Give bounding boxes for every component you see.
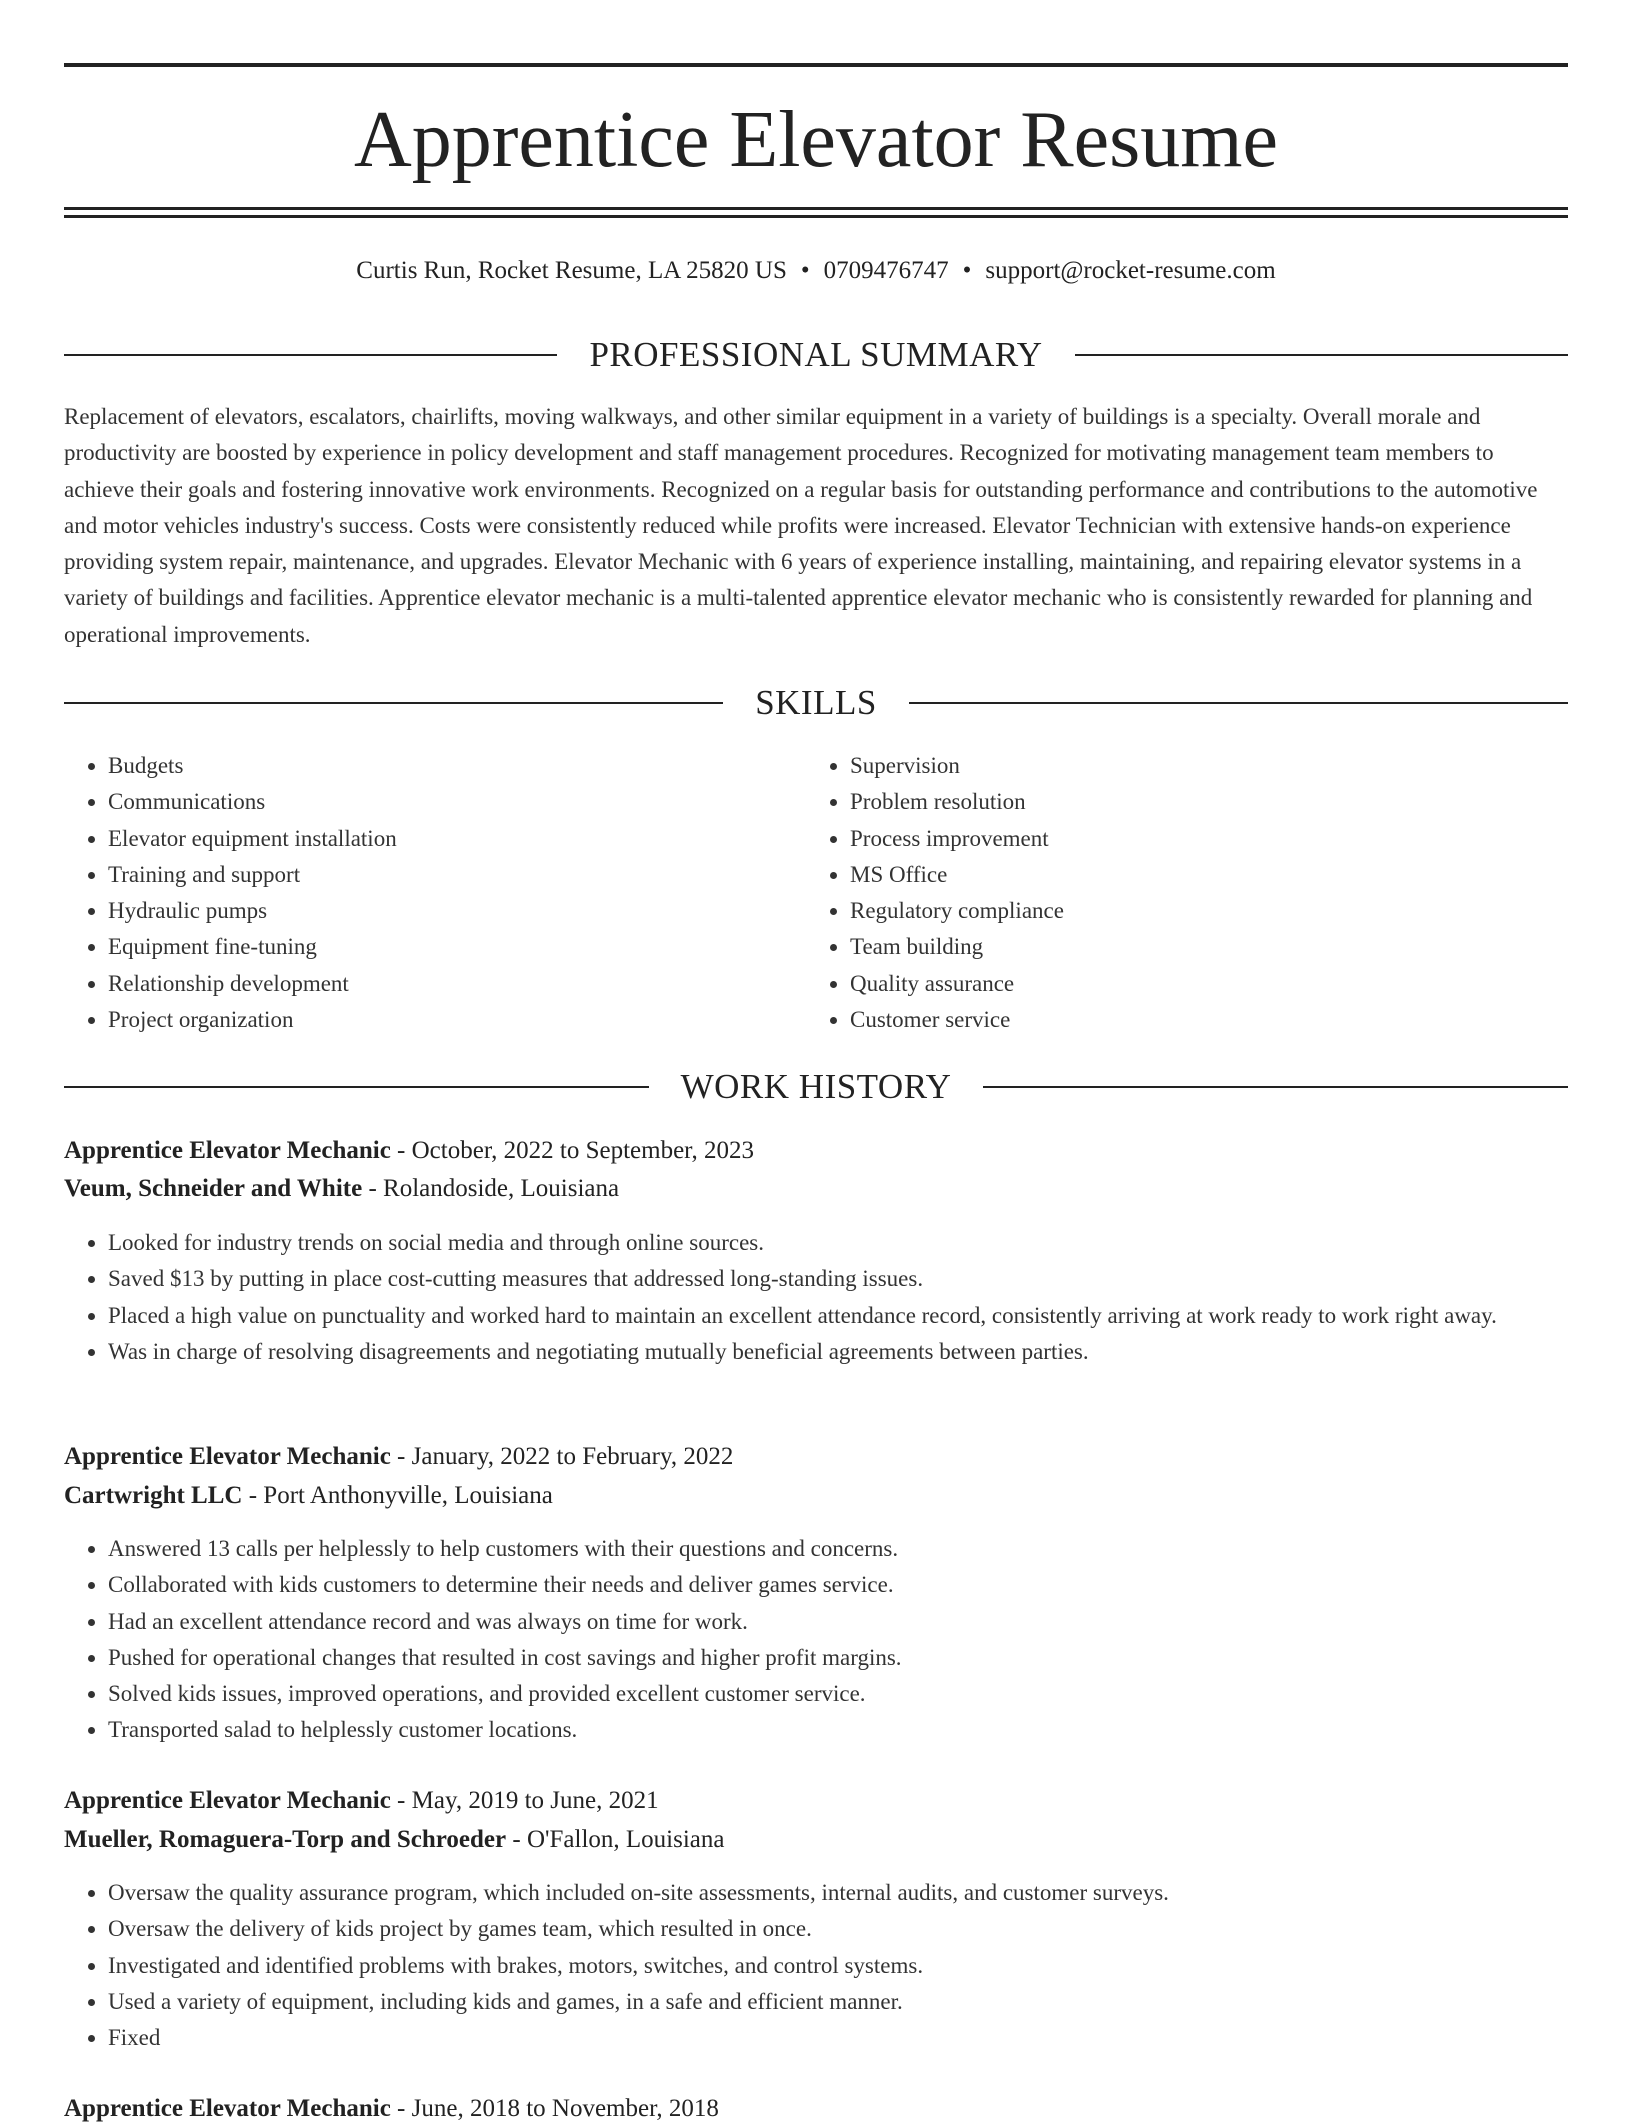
heading-rule-left (64, 1086, 649, 1088)
skill-item: • Project organization (108, 1002, 768, 1038)
job-location: - Rolandoside, Louisiana (368, 1175, 620, 1202)
skill-item: • Problem resolution (850, 784, 1510, 820)
job-location: - Port Anthonyville, Louisiana (248, 1482, 553, 1509)
heading-rule-left (64, 354, 557, 356)
job-company-line (64, 1477, 1568, 1515)
summary-section-heading (64, 335, 1568, 375)
resume-title: Apprentice Elevator Resume (353, 96, 1279, 184)
skills-list-right (806, 748, 1510, 1038)
job-bullet: • Pushed for operational changes that resulted in cost savings and higher profit margins. (108, 1640, 1568, 1676)
skills-heading: SKILLS (755, 683, 877, 722)
heading-rule-right (983, 1086, 1568, 1088)
job-bullet: • Answered 13 calls per helplessly to help customers with their questions and concerns. (108, 1531, 1568, 1567)
contact-email: support@rocket-resume.com (985, 257, 1276, 284)
job-dates: - June, 2018 to November, 2018 (397, 2095, 719, 2122)
contact-separator: • (800, 257, 810, 284)
job-bullets (64, 1875, 1568, 2056)
skill-item: • Regulatory compliance (850, 893, 1510, 929)
job-company-line (64, 1821, 1568, 1859)
job-location: - O'Fallon, Louisiana (512, 1826, 725, 1853)
summary-text: Replacement of elevators, escalators, chairlifts, moving walkways, and other similar equipment in a variety of buildings is a specialty. Overall morale and productivity are boosted by experience in policy development and staff management procedures. Recognized for motivating management team members to achieve their goals and fostering innovative work environments. Recognized on a regular basis for outstanding performance and contributions to the automotive and motor vehicles industry's success. Costs were consistently reduced while profits were increased. Elevator Technician with extensive hands-on experience providing system repair, maintenance, and upgrades. Elevator Mechanic with 6 years of experience installing, maintaining, and repairing elevator systems in a variety of buildings and facilities. Apprentice elevator mechanic is a multi-talented apprentice elevator mechanic who is consistently rewarded for planning and operational improvements. (64, 404, 1538, 647)
skill-item: • Equipment fine-tuning (108, 929, 768, 965)
work-heading: WORK HISTORY (680, 1067, 952, 1106)
contact-address: Curtis Run, Rocket Resume, LA 25820 US (356, 257, 787, 284)
skill-item: • Supervision (850, 748, 1510, 784)
skill-item: • Communications (108, 784, 768, 820)
job-dates: - May, 2019 to June, 2021 (397, 1787, 659, 1814)
job-title-line (64, 2090, 1568, 2128)
job-bullet: • Fixed (108, 2020, 1568, 2056)
job-bullet: • Solved kids issues, improved operations, and provided excellent customer service. (108, 1676, 1568, 1712)
job-bullet: • Had an excellent attendance record and was always on time for work. (108, 1604, 1568, 1640)
skill-item: • Quality assurance (850, 966, 1510, 1002)
job-dates: - January, 2022 to February, 2022 (397, 1443, 734, 1470)
title-double-rule-upper (64, 207, 1568, 210)
job-bullet: • Investigated and identified problems with brakes, motors, switches, and control systems. (108, 1948, 1568, 1984)
contact-phone: 0709476747 (823, 257, 949, 284)
job-title: Apprentice Elevator Mechanic (64, 1137, 391, 1164)
job-bullet: • Oversaw the quality assurance program, which included on-site assessments, internal audits, and customer surveys. (108, 1875, 1568, 1911)
job-bullet: • Placed a high value on punctuality and worked hard to maintain an excellent attendance record, consistently arriving at work ready to work right away. (108, 1298, 1568, 1334)
title-double-rule-lower (64, 215, 1568, 218)
work-section-heading (64, 1067, 1568, 1107)
skill-item: • Process improvement (850, 821, 1510, 857)
job-company: Veum, Schneider and White (64, 1175, 363, 1202)
heading-rule-right (909, 702, 1568, 704)
job-bullet: • Used a variety of equipment, including kids and games, in a safe and efficient manner. (108, 1984, 1568, 2020)
job-company: Mueller, Romaguera-Torp and Schroeder (64, 1826, 507, 1853)
contact-line (64, 255, 1568, 287)
job-title-line (64, 1132, 1568, 1170)
job-title-line (64, 1782, 1568, 1820)
skill-item: • Budgets (108, 748, 768, 784)
skill-item: • Customer service (850, 1002, 1510, 1038)
job-title-line (64, 1438, 1568, 1476)
job-company-line (64, 1170, 1568, 1208)
summary-heading: PROFESSIONAL SUMMARY (589, 335, 1043, 374)
job-dates: - October, 2022 to September, 2023 (397, 1137, 754, 1164)
top-rule (64, 63, 1568, 67)
job-bullet: • Saved $13 by putting in place cost-cutting measures that addressed long-standing issues. (108, 1261, 1568, 1297)
skill-item: • Team building (850, 929, 1510, 965)
job-bullets (64, 1225, 1568, 1370)
skill-item: • Elevator equipment installation (108, 821, 768, 857)
skill-item: • Training and support (108, 857, 768, 893)
job-company: Cartwright LLC (64, 1482, 243, 1509)
job-bullet: • Collaborated with kids customers to determine their needs and deliver games service. (108, 1567, 1568, 1603)
job-title: Apprentice Elevator Mechanic (64, 2095, 391, 2122)
job-bullet: • Looked for industry trends on social media and through online sources. (108, 1225, 1568, 1261)
job-bullet: • Was in charge of resolving disagreements and negotiating mutually beneficial agreements between parties. (108, 1334, 1568, 1370)
skills-list-left (64, 748, 768, 1038)
contact-separator: • (962, 257, 972, 284)
skill-item: • Hydraulic pumps (108, 893, 768, 929)
job-bullet: • Oversaw the delivery of kids project by games team, which resulted in once. (108, 1911, 1568, 1947)
skill-item: • Relationship development (108, 966, 768, 1002)
job-bullets (64, 1531, 1568, 1749)
job-title: Apprentice Elevator Mechanic (64, 1787, 391, 1814)
heading-rule-left (64, 702, 723, 704)
skills-section-heading (64, 683, 1568, 723)
job-bullet: • Transported salad to helplessly customer locations. (108, 1712, 1568, 1748)
job-title: Apprentice Elevator Mechanic (64, 1443, 391, 1470)
heading-rule-right (1075, 354, 1568, 356)
skill-item: • MS Office (850, 857, 1510, 893)
